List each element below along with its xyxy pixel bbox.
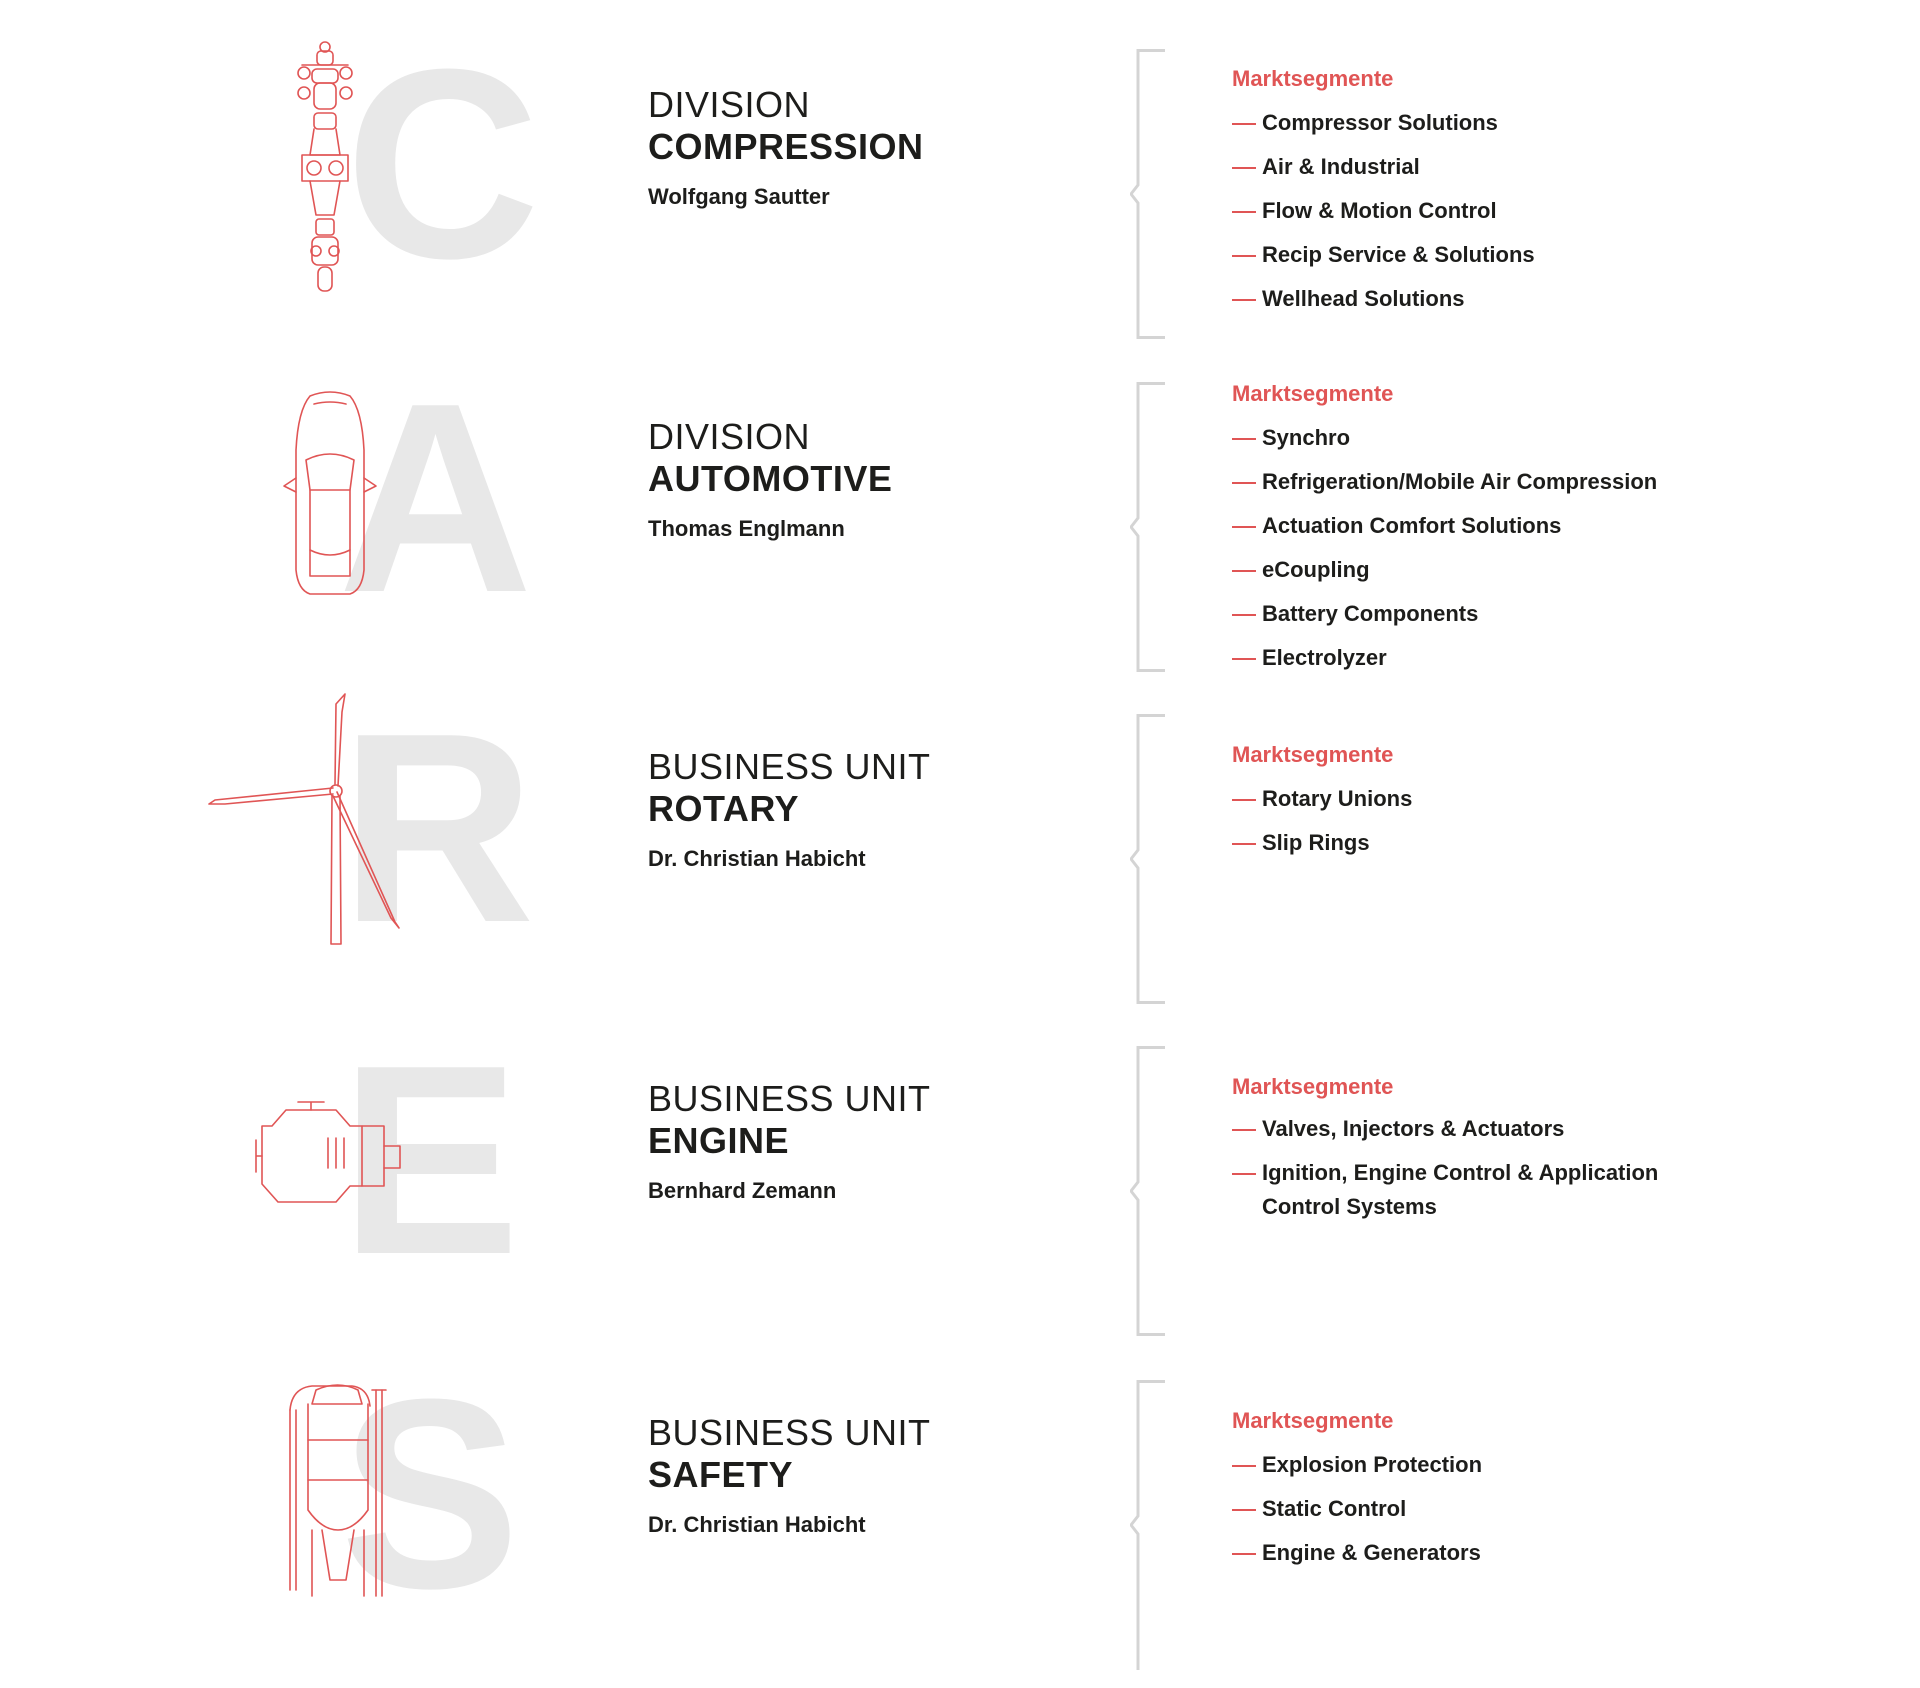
background-letter: S	[340, 1344, 521, 1645]
unit-type: DIVISION	[648, 416, 811, 457]
unit-type: BUSINESS UNIT	[648, 746, 931, 787]
list-item: Wellhead Solutions	[1232, 282, 1702, 316]
background-letter: R	[340, 678, 535, 979]
background-letter: C	[345, 14, 540, 315]
section-rotary	[0, 678, 1920, 1022]
list-item: Compressor Solutions	[1232, 106, 1702, 140]
unit-head: Wolfgang Sautter	[648, 184, 830, 209]
unit-type: BUSINESS UNIT	[648, 1412, 931, 1453]
segments-title: Marktsegmente	[1232, 1408, 1394, 1433]
list-item: Static Control	[1232, 1492, 1702, 1526]
segments-title: Marktsegmente	[1232, 1074, 1394, 1099]
unit-type: DIVISION	[648, 84, 811, 125]
tank-icon	[282, 1380, 392, 1610]
unit-name: SAFETY	[648, 1454, 794, 1495]
section-safety	[0, 1344, 1920, 1688]
section-compression	[0, 14, 1920, 360]
list-item: Flow & Motion Control	[1232, 194, 1702, 228]
wind-turbine-icon	[205, 692, 405, 952]
segments-title: Marktsegmente	[1232, 66, 1394, 91]
segment-list	[1232, 1448, 1702, 1580]
list-item: Ignition, Engine Control & Application Control Systems	[1232, 1156, 1702, 1224]
segment-list	[1232, 421, 1702, 685]
list-item: Recip Service & Solutions	[1232, 238, 1702, 272]
background-letter: E	[340, 1010, 521, 1311]
list-item: Battery Components	[1232, 597, 1702, 631]
list-item: Explosion Protection	[1232, 1448, 1702, 1482]
segments-title: Marktsegmente	[1232, 381, 1394, 406]
segments-title: Marktsegmente	[1232, 742, 1394, 767]
list-item: Valves, Injectors & Actuators	[1232, 1112, 1702, 1146]
segment-list	[1232, 1112, 1702, 1234]
section-engine	[0, 1010, 1920, 1354]
list-item: Synchro	[1232, 421, 1702, 455]
car-icon	[280, 390, 380, 600]
bracket	[1130, 49, 1170, 339]
unit-head: Dr. Christian Habicht	[648, 1512, 866, 1537]
bracket	[1130, 714, 1170, 1004]
bracket	[1130, 382, 1170, 672]
list-item: Air & Industrial	[1232, 150, 1702, 184]
unit-name: COMPRESSION	[648, 126, 924, 167]
unit-name: ENGINE	[648, 1120, 790, 1161]
unit-head: Dr. Christian Habicht	[648, 846, 866, 871]
unit-head: Bernhard Zemann	[648, 1178, 837, 1203]
list-item: Engine & Generators	[1232, 1536, 1702, 1570]
unit-name: ROTARY	[648, 788, 799, 829]
list-item: eCoupling	[1232, 553, 1702, 587]
segment-list	[1232, 782, 1702, 870]
bracket	[1130, 1046, 1170, 1336]
background-letter: A	[338, 348, 533, 649]
list-item: Refrigeration/Mobile Air Compression	[1232, 465, 1702, 499]
motorcycle-icon	[290, 35, 360, 300]
segment-list	[1232, 106, 1702, 326]
list-item: Actuation Comfort Solutions	[1232, 509, 1702, 543]
list-item: Electrolyzer	[1232, 641, 1702, 675]
engine-icon	[254, 1096, 404, 1206]
section-automotive	[0, 348, 1920, 692]
bracket	[1130, 1380, 1170, 1670]
unit-name: AUTOMOTIVE	[648, 458, 893, 499]
unit-type: BUSINESS UNIT	[648, 1078, 931, 1119]
list-item: Rotary Unions	[1232, 782, 1702, 816]
list-item: Slip Rings	[1232, 826, 1702, 860]
unit-head: Thomas Englmann	[648, 516, 845, 541]
